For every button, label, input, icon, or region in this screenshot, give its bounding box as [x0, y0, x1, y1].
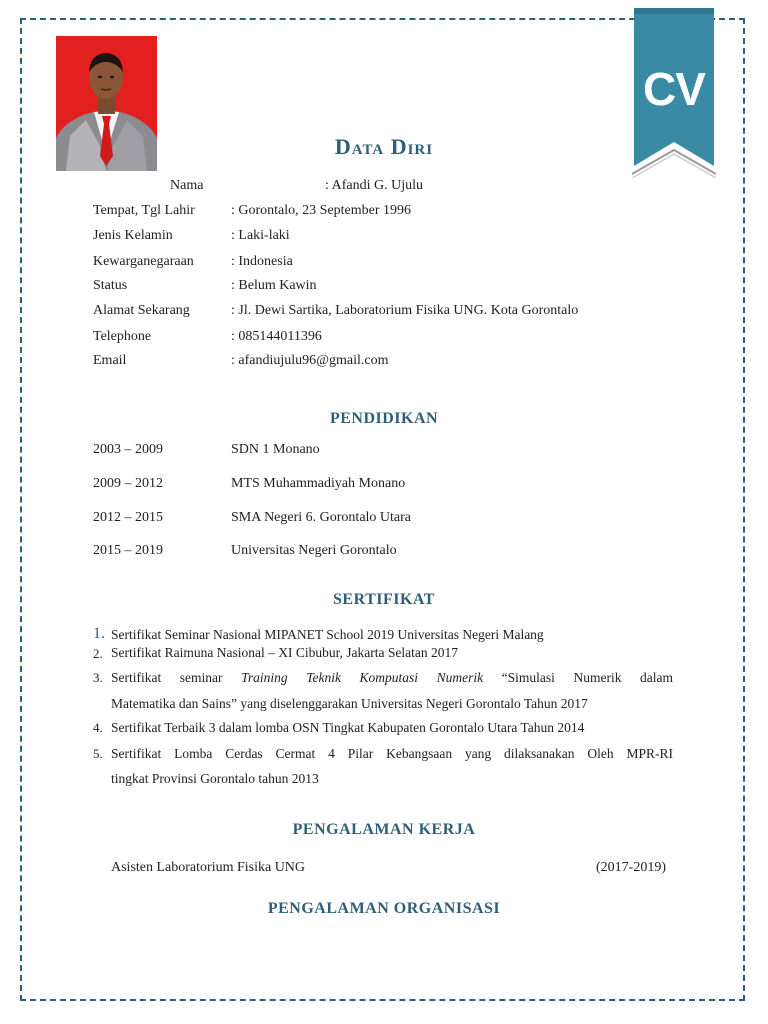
cv-badge-text: CV [643, 63, 705, 115]
email-label: Email [93, 353, 127, 368]
certificate-item: Sertifikat Raimuna Nasional – XI Cibubur, Jakarta Selatan 2017 [111, 645, 459, 660]
education-school: MTS Muhammadiyah Monano [231, 476, 406, 491]
birth-label: Tempat, Tgl Lahir [93, 203, 195, 218]
address-label: Alamat Sekarang [93, 303, 190, 318]
certificate-item [111, 665, 673, 691]
certificate-item: Sertifikat Lomba Cerdas Cermat 4 Pilar Kebangsaan yang dilaksanakan Oleh MPR-RI [111, 746, 673, 761]
section-title-pengalaman-organisasi: PENGALAMAN ORGANISASI [267, 900, 501, 917]
list-number: 4. [93, 720, 103, 735]
section-title-data-diri: Data Diri [334, 134, 434, 159]
list-number: 5. [93, 746, 103, 761]
education-school: SMA Negeri 6. Gorontalo Utara [231, 510, 412, 525]
nationality-value: : Indonesia [231, 254, 293, 269]
section-title-sertifikat: SERTIFIKAT [333, 591, 435, 608]
education-years: 2003 – 2009 [93, 442, 163, 457]
certificate-item: Sertifikat Seminar Nasional MIPANET School 2019 Universitas Negeri Malang [111, 627, 544, 642]
nationality-label: Kewarganegaraan [93, 254, 194, 269]
list-number: 3. [93, 670, 103, 685]
name-label: Nama [170, 178, 204, 193]
birth-value: : Gorontalo, 23 September 1996 [231, 203, 412, 218]
address-value: : Jl. Dewi Sartika, Laboratorium Fisika UNG. Kota Gorontalo [231, 303, 579, 318]
gender-value: : Laki-laki [231, 228, 290, 243]
phone-value: : 085144011396 [231, 329, 322, 344]
job-period: (2017-2019) [596, 860, 666, 875]
list-number: 2. [93, 646, 103, 661]
education-school: SDN 1 Monano [231, 442, 320, 457]
certificate-italic-text: Training Teknik Komputasi Numerik [241, 670, 484, 685]
certificate-item: Sertifikat Terbaik 3 dalam lomba OSN Tingkat Kabupaten Gorontalo Utara Tahun 2014 [111, 720, 585, 735]
job-title: Asisten Laboratorium Fisika UNG [111, 860, 306, 875]
list-number: 1. [93, 625, 105, 642]
status-label: Status [93, 278, 128, 293]
certificate-item-continuation: Matematika dan Sains” yang diselenggarakan Universitas Negeri Gorontalo Tahun 2017 [111, 696, 588, 711]
phone-label: Telephone [93, 329, 152, 344]
section-title-pendidikan: PENDIDIKAN [329, 410, 439, 427]
section-title-pengalaman-kerja: PENGALAMAN KERJA [292, 821, 476, 838]
education-school: Universitas Negeri Gorontalo [231, 543, 397, 558]
email-value: : afandiujulu96@gmail.com [231, 353, 389, 368]
gender-label: Jenis Kelamin [93, 228, 173, 243]
name-value: : Afandi G. Ujulu [325, 178, 423, 193]
certificate-text: Sertifikat seminar [111, 670, 242, 685]
education-years: 2012 – 2015 [93, 510, 163, 525]
certificate-text: “Simulasi Numerik dalam [483, 670, 673, 685]
certificate-item-continuation: tingkat Provinsi Gorontalo tahun 2013 [111, 771, 319, 786]
education-years: 2009 – 2012 [93, 476, 163, 491]
status-value: : Belum Kawin [231, 278, 317, 293]
education-years: 2015 – 2019 [93, 543, 163, 558]
